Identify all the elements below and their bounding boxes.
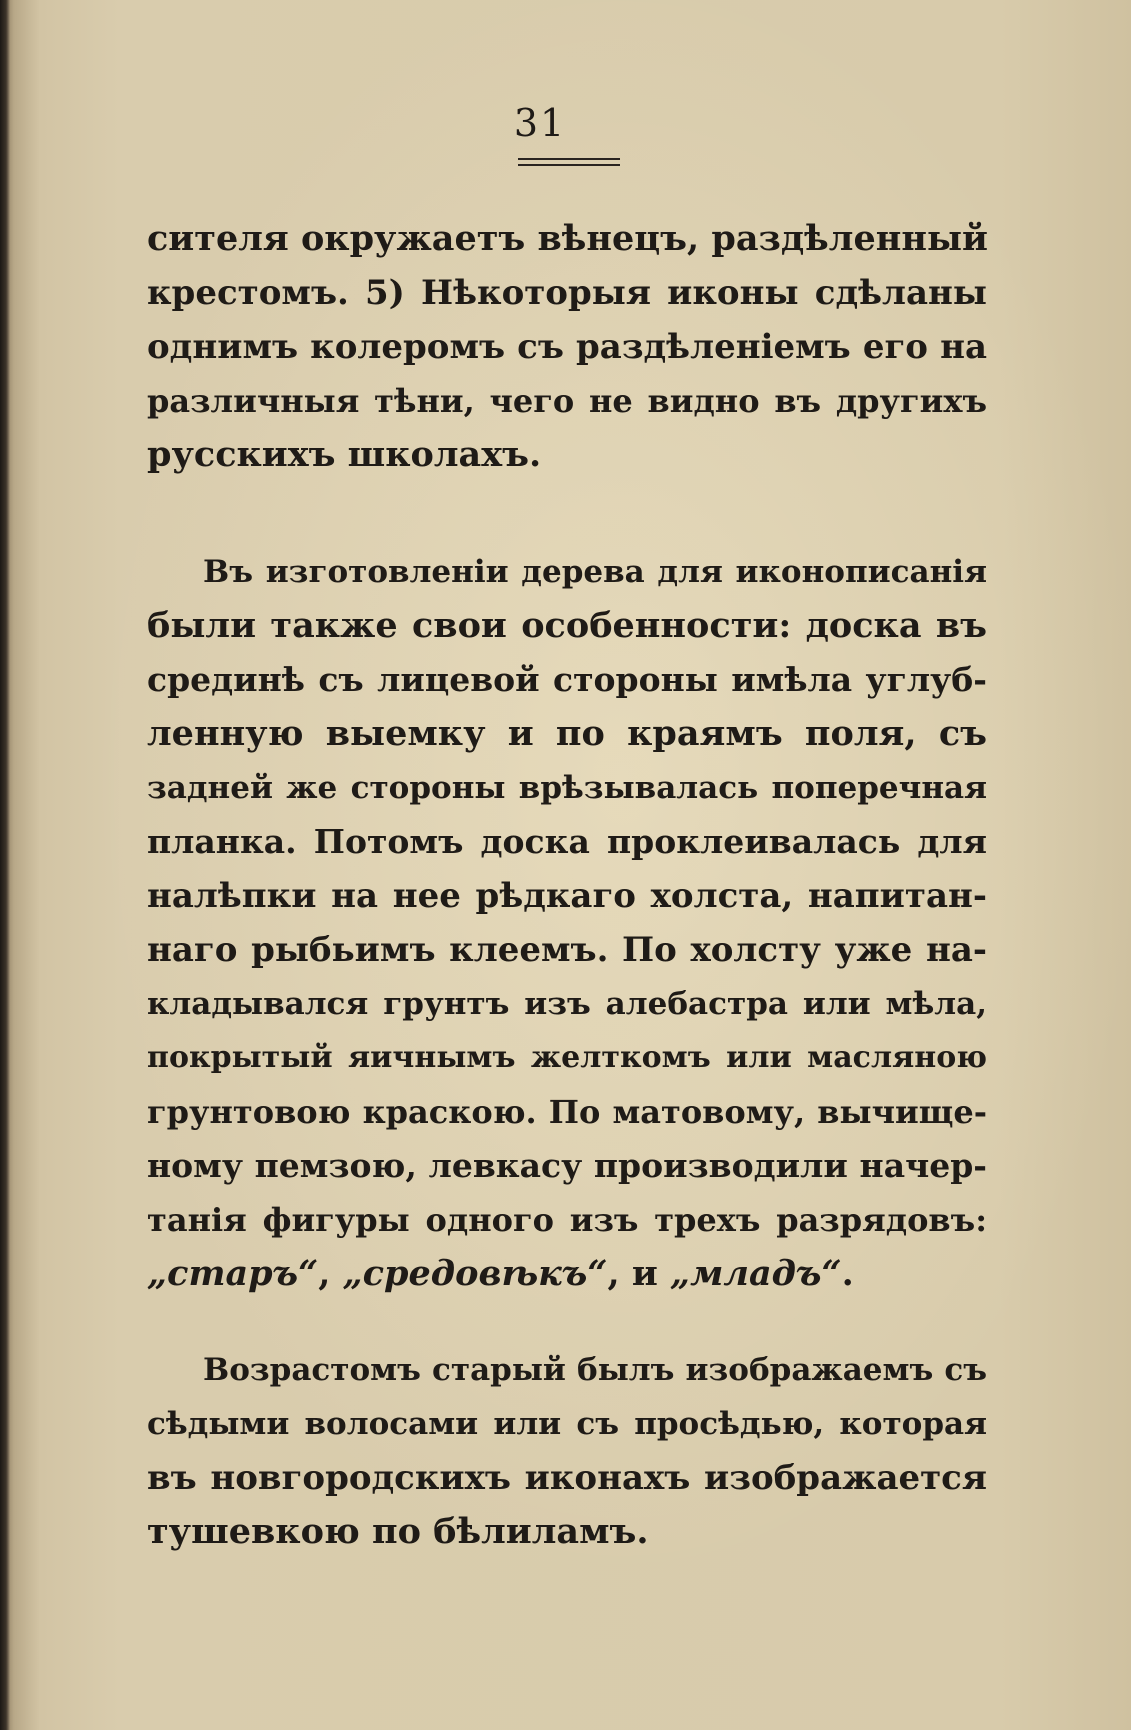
text-line: однимъ колеромъ съ раздѣленіемъ его на: [147, 327, 987, 367]
text-line: различныя тѣни, чего не видно въ другихъ: [147, 382, 987, 420]
term-middle-aged: „средовѣкъ“: [342, 1253, 608, 1294]
paragraph-2: [147, 545, 987, 1301]
page-number-rule: [518, 158, 620, 160]
text-line: русскихъ школахъ.: [147, 434, 542, 475]
text-line: задней же стороны врѣзывалась поперечная: [147, 770, 987, 806]
text-line: грунтовою краскою. По матовому, вычище-: [147, 1093, 987, 1131]
text-line: были также свои особенности: доска въ: [147, 605, 987, 646]
text-line: срединѣ съ лицевой стороны имѣла углуб-: [147, 660, 987, 699]
text-line: ленную выемку и по краямъ поля, съ: [147, 713, 987, 754]
term-old: „старъ“: [147, 1253, 319, 1294]
text-line: крестомъ. 5) Нѣкоторыя иконы сдѣланы: [147, 273, 987, 313]
text-line: кладывался грунтъ изъ алебастра или мѣла,: [147, 986, 987, 1022]
text-line: планка. Потомъ доска проклеивалась для: [147, 822, 987, 861]
text-line: тушевкою по бѣлиламъ.: [147, 1511, 649, 1552]
book-spine-shadow: [0, 0, 10, 1730]
text-line: Возрастомъ старый былъ изображаемъ съ: [203, 1352, 987, 1388]
text-line: сѣдыми волосами или съ просѣдью, которая: [147, 1406, 987, 1442]
paragraph-1: [147, 212, 987, 482]
page-number-rule: [518, 164, 620, 166]
line-end-period: .: [841, 1253, 854, 1294]
text-line-final: [147, 1247, 987, 1301]
page-number: 31: [513, 101, 567, 145]
text-line: въ новгородскихъ иконахъ изображается: [147, 1458, 987, 1498]
text-line: сителя окружаетъ вѣнецъ, раздѣленный: [147, 218, 988, 259]
text-line: Въ изготовленіи дерева для иконописанія: [203, 554, 987, 590]
text-line: ному пемзою, левкасу производили начер-: [147, 1146, 987, 1185]
text-line: наго рыбьимъ клеемъ. По холсту уже на-: [147, 930, 987, 970]
term-young: „младъ“: [669, 1253, 842, 1294]
text-line: танія фигуры одного изъ трехъ разрядовъ:: [147, 1201, 987, 1239]
separator: , и: [607, 1253, 658, 1294]
text-line: покрытый яичнымъ желткомъ или масляною: [147, 1040, 987, 1075]
paragraph-3: [147, 1343, 987, 1559]
separator: ,: [318, 1253, 331, 1294]
text-line: налѣпки на нее рѣдкаго холста, напитан-: [147, 876, 987, 916]
